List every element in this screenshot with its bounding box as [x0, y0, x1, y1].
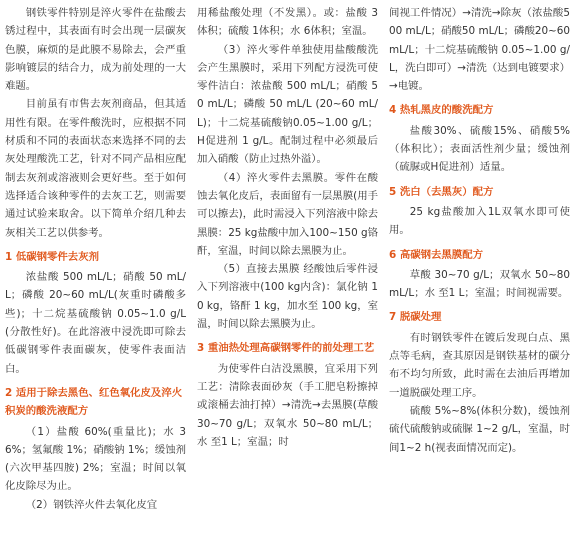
section-heading-2: 2 适用于除去黑色、红色氧化皮及淬火积炭的酸洗液配方	[5, 386, 183, 418]
paragraph: （5）直接去黑膜 经酸蚀后零件浸入下列溶液中(100 kg内含)：氯化钠 10 kg，铬酐 1 kg，加水至 100 kg，室温，时间以除去黑膜为止。	[197, 263, 378, 331]
paragraph: 草酸 30~70 g/L；双氧水 50~80 mL/L；水 至1 L；室温；时间视需要。	[389, 268, 570, 300]
section-heading-3: 3 重油热处理高碳钢零件的前处理工艺	[197, 342, 375, 355]
paragraph: （2）钢铁淬火件去氧化皮宜	[25, 498, 158, 511]
intro-paragraph: 钢铁零件特别是淬火零件在盐酸去锈过程中，其表面有时会出现一层碳灰色膜，麻烦的是此膜不易除去，会严重影响镀层的结合力，成为前处理的一大难题。	[5, 7, 186, 93]
paragraph: 用稀盐酸处理（不发黑）。或：盐酸 3体积；硫酸 1体积；水 6体积；室温。	[197, 7, 378, 38]
paragraph: （1）盐酸 60%(重量比)；水 36%；氢氟酸 1%；硝酸钠 1%；缓蚀剂(六次甲基四胺) 2%；室温；时间以氧化皮除尽为止。	[5, 425, 186, 493]
paragraph: 硫酸 5%~8%(体积分数)，缓蚀剂 硫代硫酸钠或硫脲 1~2 g/L，室温，时间1~2 h(视表面情况而定)。	[389, 404, 570, 454]
paragraph: 为使零件白洁没黑膜，宜采用下列工艺：清除表面砂灰（手工肥皂粉擦掉或滚桶去油打掉）→清洗→去黑膜(草酸30~70 g/L；双氧水 50~80 mL/L；水 至1 L；室温；时	[197, 362, 378, 448]
paragraph: 浓盐酸 500 mL/L；硝酸 50 mL/L；磷酸 20~60 mL/L(灰重时磷酸多些)；十二烷基硫酸钠 0.05~1.0 g/L(分散性好)。在此溶液中浸洗即可除去低碳钢零件表面碳灰，使零件表面洁白。	[5, 271, 186, 375]
section-heading-5: 5 洗白（去黑灰）配方	[389, 185, 494, 198]
section-heading-1: 1 低碳钢零件去灰剂	[5, 250, 99, 263]
section-heading-7: 7 脱碳处理	[389, 311, 442, 324]
section-heading-4: 4 热轧黑皮的酸洗配方	[389, 104, 494, 117]
column-1	[5, 4, 186, 514]
paragraph: （3）淬火零件单独使用盐酸酸洗会产生黑膜时，采用下列配方浸洗可使零件洁白：浓盐酸 500 mL/L；硝酸 50 mL/L；磷酸 50 mL/L (20~60 mL/L)；十二烷基硫酸钠0.05~1.00 g/L；H促进剂 1 g/L。配制过程中必须最后加入硝酸（防止过热外溢）。	[197, 43, 378, 166]
paragraph: 间视工件情况）→清洗→除灰（浓盐酸500 mL/L；硝酸50 mL/L；磷酸20~60 mL/L；十二烷基硫酸钠 0.05~1.00 g/L，洗白即可）→清洗（达到电镀要求）→电镀。	[389, 7, 570, 93]
paragraph: 有时钢铁零件在镀后发现白点、黑点等毛病，查其原因是钢铁基材的碳分布不均匀所致，此时需在去油后再增加一道脱碳处理工序。	[389, 331, 570, 399]
paragraph: 目前虽有市售去灰剂商品，但其适用性有限。在零件酸洗时，应根据不同材质和不同的表面状态来选择不同的去灰处理酸洗工艺，针对不同产品相应配制去灰剂或溶液则会更好些。至于如何选择适合该种零件的去灰工艺，则需要通过试验来取舍。以下简单介绍几种去灰相关工艺以供参考。	[5, 98, 186, 239]
paragraph: （4）淬火零件去黑膜。零件在酸蚀去氧化皮后，表面留有一层黑膜(用手可以擦去)，此时需浸入下列溶液中除去黑膜：25 kg盐酸中加入100~150 g铬酐，室温，时间以除去黑膜为止。	[197, 171, 378, 257]
section-heading-6: 6 高碳钢去黑膜配方	[389, 248, 483, 261]
column-2	[197, 4, 378, 451]
paragraph: 盐酸30%、硫酸15%、硝酸5%（体积比）；表面活性剂少量；缓蚀剂（硫脲或H促进剂）适量。	[389, 124, 570, 174]
column-3	[389, 4, 570, 457]
paragraph: 25 kg盐酸加入1L双氧水即可使用。	[389, 205, 570, 237]
